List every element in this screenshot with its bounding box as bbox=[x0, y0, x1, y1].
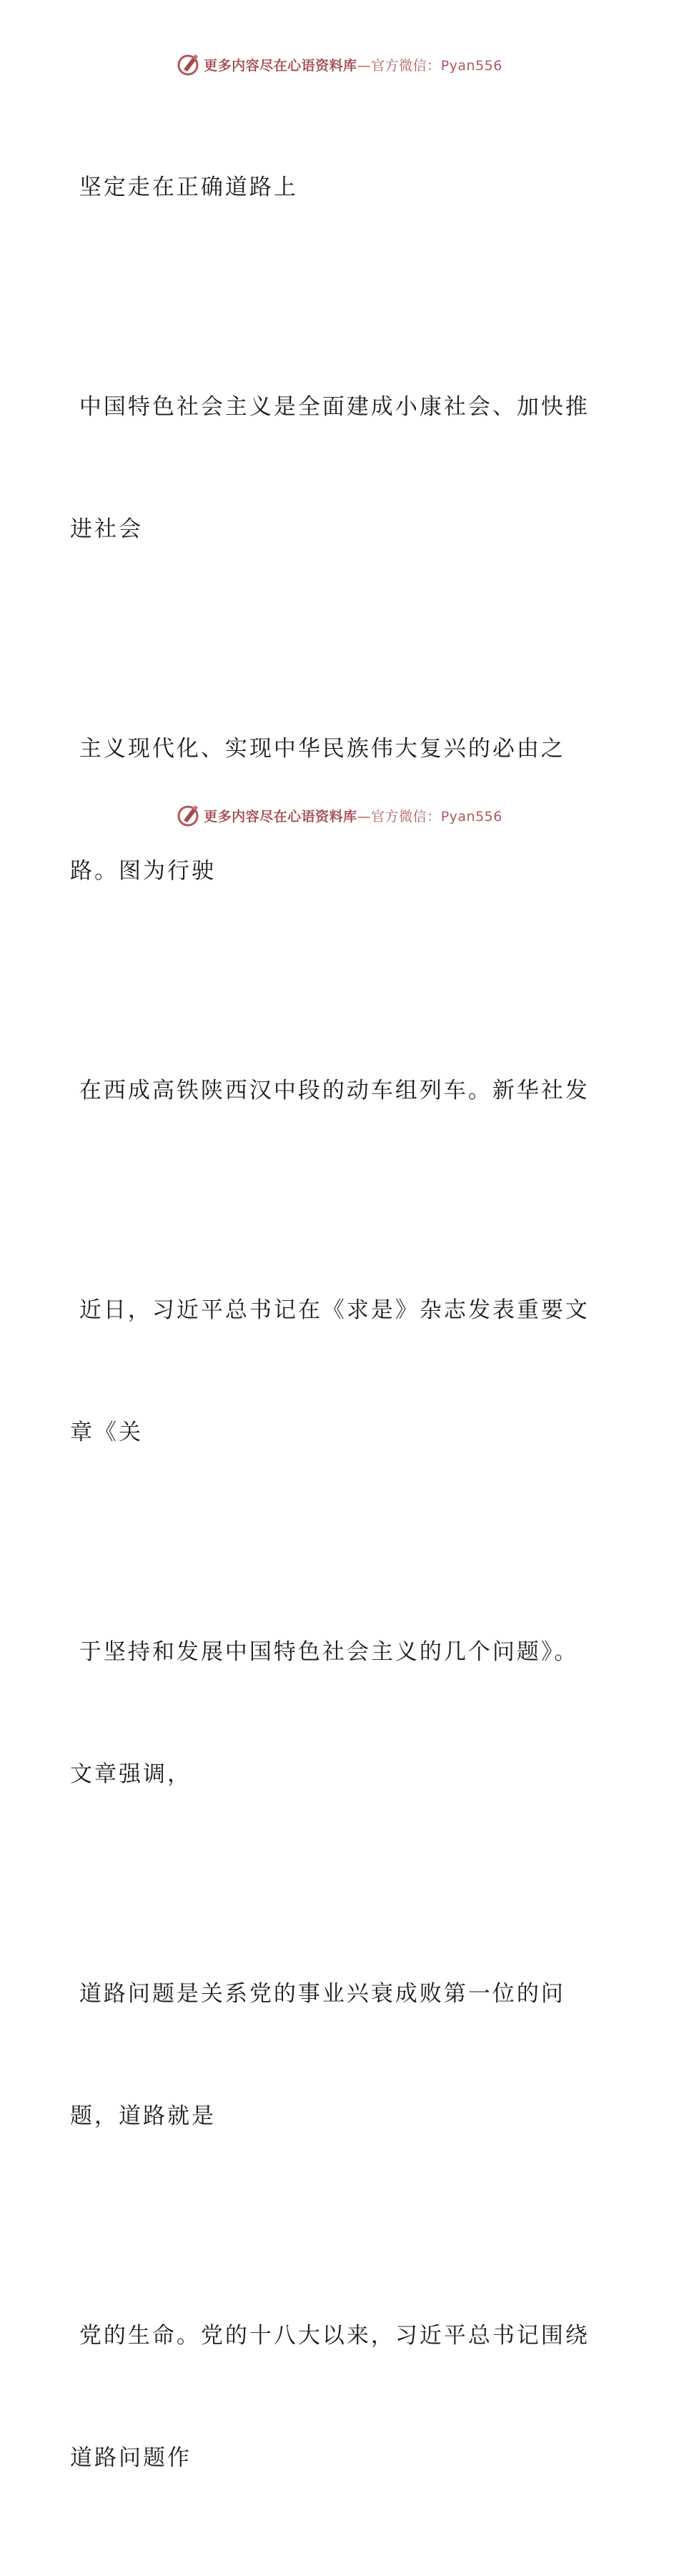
paragraph-line: 路。图为行驶 bbox=[70, 858, 216, 884]
paragraph-2 bbox=[70, 305, 613, 631]
paragraph-line: 题，道路就是 bbox=[70, 2103, 216, 2129]
paragraph-1 bbox=[70, 86, 613, 290]
document-body bbox=[70, 86, 613, 2576]
paragraph-line: 中国特色社会主义是全面建成小康社会、加快推 bbox=[70, 394, 590, 420]
footer-wechat-label: 官方微信： bbox=[371, 808, 441, 825]
footer-separator: — bbox=[357, 808, 372, 825]
footer-site-text: 更多内容尽在心语资料库 bbox=[204, 808, 357, 825]
paragraph-line: 章《关 bbox=[70, 1420, 143, 1445]
header-site-text: 更多内容尽在心语资料库 bbox=[204, 57, 357, 74]
paragraph-line: 道路问题作 bbox=[70, 2445, 192, 2471]
paragraph-8 bbox=[70, 2234, 613, 2560]
pen-logo-icon bbox=[177, 52, 201, 77]
paragraph-line: 道路问题是关系党的事业兴衰成败第一位的问 bbox=[70, 1981, 565, 2007]
footer-banner-text bbox=[204, 806, 502, 825]
paragraph-line: 主义现代化、实现中华民族伟大复兴的必由之 bbox=[70, 736, 565, 762]
paragraph-line: 于坚持和发展中国特色社会主义的几个问题》。 bbox=[70, 1639, 579, 1665]
paragraph-4 bbox=[70, 989, 613, 1193]
paragraph-6 bbox=[70, 1550, 613, 1877]
paragraph-line: 近日，习近平总书记在《求是》杂志发表重要文 bbox=[70, 1297, 590, 1323]
paragraph-line: 文章强调， bbox=[70, 1761, 192, 1787]
paragraph-line: 进社会 bbox=[70, 516, 143, 542]
paragraph-7 bbox=[70, 1892, 613, 2218]
paragraph-line: 党的生命。党的十八大以来，习近平总书记围绕 bbox=[70, 2323, 590, 2349]
footer-wechat-id: Pyan556 bbox=[440, 808, 502, 825]
header-wechat-id: Pyan556 bbox=[440, 57, 502, 74]
header-watermark bbox=[0, 50, 679, 79]
paragraph-line: 坚定走在正确道路上 bbox=[70, 174, 298, 200]
header-banner-text bbox=[204, 55, 502, 74]
paragraph-5 bbox=[70, 1209, 613, 1535]
header-wechat-label: 官方微信： bbox=[371, 57, 441, 74]
footer-watermark bbox=[0, 801, 679, 830]
paragraph-line: 在西成高铁陕西汉中段的动车组列车。新华社发 bbox=[70, 1078, 590, 1103]
header-separator: — bbox=[357, 57, 372, 74]
pen-logo-icon bbox=[177, 803, 201, 827]
